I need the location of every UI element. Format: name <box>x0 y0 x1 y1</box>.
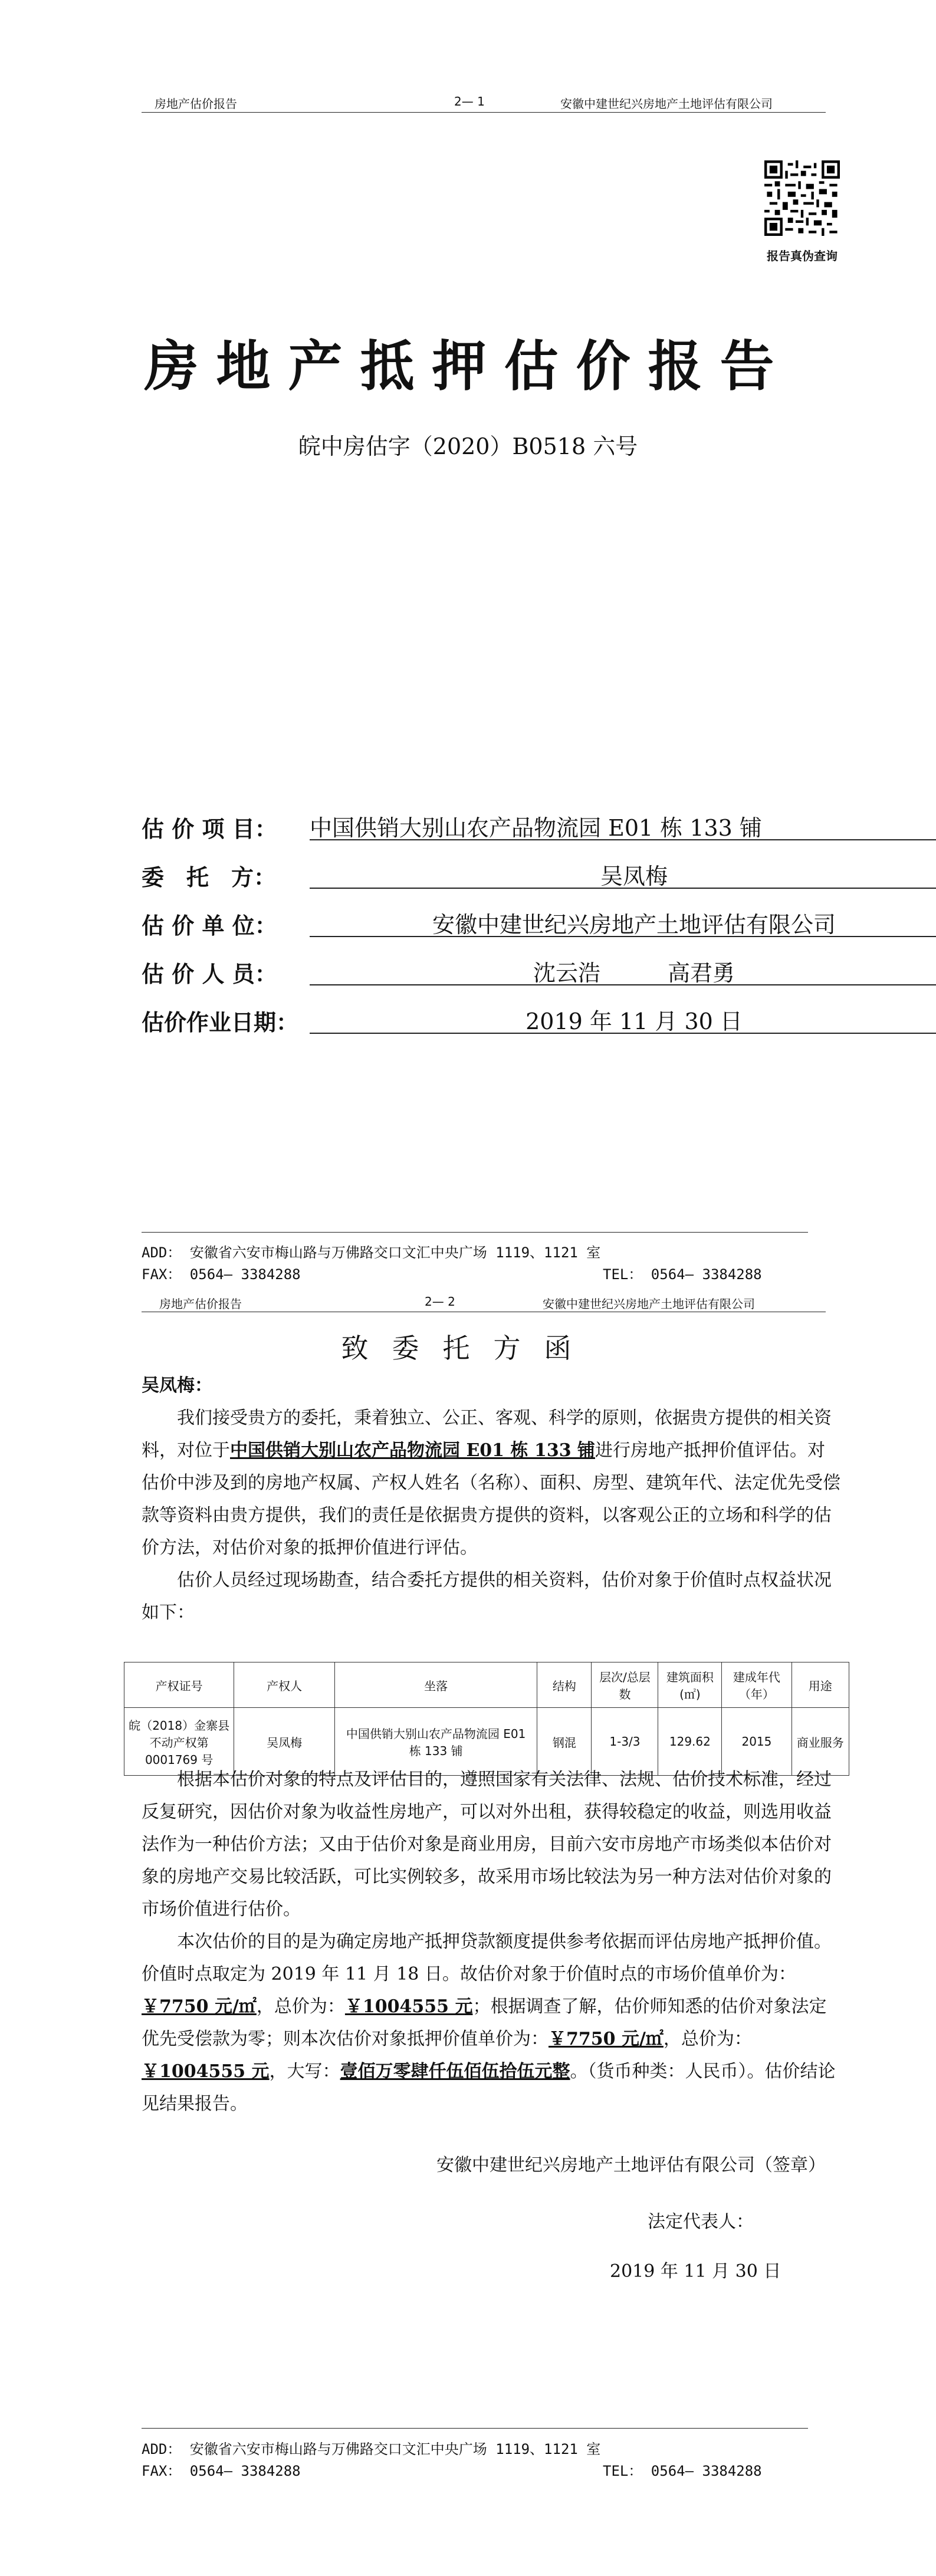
salutation: 吴凤梅： <box>142 1375 212 1396</box>
qr-caption: 报告真伪查询 <box>767 249 838 263</box>
table-cell: 吴凤梅 <box>234 1708 335 1776</box>
page2-footer-fax: FAX： 0564— 3384288 <box>142 2463 301 2479</box>
page1-header-page: 2— 1 <box>454 94 485 109</box>
page1-footer-fax: FAX： 0564— 3384288 <box>142 1266 301 1283</box>
paragraph-1-text-a: 我们接受贵方的委托，秉着独立、公正、客观、科学的原则，依据贵方提供的相关资料，对位于 <box>142 1408 832 1461</box>
table-cell: 129.62 <box>658 1708 722 1776</box>
table-cell: 商业服务 <box>792 1708 849 1776</box>
table-header-row <box>124 1662 849 1708</box>
table-header-cell: 建成年代（年） <box>722 1662 792 1708</box>
report-title: 房地产抵押估价报告 <box>144 334 792 398</box>
legal-representative: 法定代表人： <box>648 2212 754 2232</box>
field-appraisers-value: 沈云浩 高君勇 <box>310 955 936 985</box>
paragraph-1-text-b: 进行房地产抵押价值评估。对估价中涉及到的房地产权属、产权人姓名（名称）、面积、房型、建筑年代、法定优先受偿款等资料由贵方提供，我们的责任是依据贵方提供的资料，以客观公正的立场和科学的估价方法，对估价对象的抵押价值进行评估。 <box>142 1440 840 1558</box>
market-unit-price: ￥7750 元/㎡ <box>142 1996 257 2017</box>
page1-header-rule <box>142 112 826 113</box>
paragraph-3: 根据本估价对象的特点及评估目的，遵照国家有关法律、法规、估价技术标准，经过反复研究，因估价对象为收益性房地产，可以对外出租，获得较稳定的收益，则选用收益法作为一种估价方法；又由于估价对象是商业用房，目前六安市房地产市场类似本估价对象的房地产交易比较活跃，可比实例较多，故采用市场比较法为另一种方法对估价对象的市场价值进行估价。 <box>142 1769 832 1920</box>
page1-footer-address: ADD： 安徽省六安市梅山路与万佛路交口文汇中央广场 1119、1121 室 <box>142 1244 601 1261</box>
field-client-label: 委 托 方： <box>142 864 277 891</box>
market-total-price: ￥1004555 元 <box>344 1996 473 2017</box>
letter-body-top <box>142 1369 840 1629</box>
table-header-cell: 用途 <box>792 1662 849 1708</box>
table-header-cell: 层次/总层数 <box>592 1662 658 1708</box>
field-project-value: 中国供销大别山农产品物流园 E01 栋 133 铺 <box>310 810 936 840</box>
table-cell: 1-3/3 <box>592 1708 658 1776</box>
paragraph-4-text-b: ，总价为： <box>256 1996 345 2017</box>
table-cell: 皖（2018）金寨县不动产权第 0001769 号 <box>124 1708 234 1776</box>
paragraph-4-text-a: 本次估价的目的是为确定房地产抵押贷款额度提供参考依据而评估房地产抵押价值。价值时点取定为 2019 年 11 月 18 日。故估价对象于价值时点的市场价值单价为： <box>142 1931 832 1984</box>
page1-footer-rule <box>142 1232 808 1233</box>
field-date-label: 估价作业日期： <box>142 1009 299 1036</box>
letter-body-bottom <box>142 1763 840 2120</box>
page2-footer-address: ADD： 安徽省六安市梅山路与万佛路交口文汇中央广场 1119、1121 室 <box>142 2441 601 2457</box>
field-client-value: 吴凤梅 <box>310 858 936 889</box>
field-project-label: 估 价 项 目： <box>142 816 277 842</box>
letter-title: 致委托方函 <box>341 1332 595 1364</box>
paragraph-4-text-f: 。（货币种类：人民币）。估价结论见结果报告。 <box>142 2061 836 2114</box>
paragraph-2: 估价人员经过现场勘查，结合委托方提供的相关资料，估价对象于价值时点权益状况如下： <box>142 1570 832 1623</box>
paragraph-1 <box>142 1402 840 1564</box>
table-header-cell: 建筑面积(㎡) <box>658 1662 722 1708</box>
field-unit-label: 估 价 单 位： <box>142 912 277 939</box>
signature-company: 安徽中建世纪兴房地产土地评估有限公司（签章） <box>436 2155 826 2176</box>
table-cell: 2015 <box>722 1708 792 1776</box>
page1-header-right: 安徽中建世纪兴房地产土地评估有限公司 <box>560 97 773 111</box>
page2-footer-rule <box>142 2428 808 2429</box>
qr-code-icon <box>764 160 840 236</box>
signature-date: 2019 年 11 月 30 日 <box>610 2261 781 2282</box>
paragraph-4-text-c: ；根据调查了解，估价师知悉的估价对象法定优先受偿款为零；则本次估价对象抵押价值单价为： <box>142 1996 827 2049</box>
property-table <box>124 1662 849 1776</box>
mortgage-total-price: ￥1004555 元 <box>142 2061 270 2082</box>
page1-footer-tel: TEL： 0564— 3384288 <box>603 1266 762 1283</box>
table-header-cell: 产权证号 <box>124 1662 234 1708</box>
page2-footer-tel: TEL： 0564— 3384288 <box>603 2463 762 2479</box>
field-appraisers-label: 估 价 人 员： <box>142 961 277 987</box>
table-header-cell: 产权人 <box>234 1662 335 1708</box>
document-number: 皖中房估字（2020）B0518 六号 <box>298 433 638 459</box>
page1-header-left: 房地产估价报告 <box>155 97 237 111</box>
paragraph-4 <box>142 1926 840 2120</box>
property-name: 中国供销大别山农产品物流园 E01 栋 133 铺 <box>230 1440 596 1461</box>
table-header-cell: 坐落 <box>334 1662 537 1708</box>
mortgage-unit-price: ￥7750 元/㎡ <box>549 2029 664 2049</box>
table-header-cell: 结构 <box>537 1662 592 1708</box>
paragraph-4-text-e: ，大写： <box>269 2061 340 2082</box>
page2-header-page: 2— 2 <box>425 1294 455 1309</box>
field-date-value: 2019 年 11 月 30 日 <box>310 1003 936 1034</box>
page2-header-left: 房地产估价报告 <box>159 1297 242 1311</box>
amount-in-words: 壹佰万零肆仟伍佰伍拾伍元整 <box>340 2061 570 2082</box>
page2-header-right: 安徽中建世纪兴房地产土地评估有限公司 <box>543 1297 755 1311</box>
table-cell: 中国供销大别山农产品物流园 E01 栋 133 铺 <box>334 1708 537 1776</box>
paragraph-4-text-d: ，总价为： <box>663 2029 752 2049</box>
table-cell: 钢混 <box>537 1708 592 1776</box>
field-unit-value: 安徽中建世纪兴房地产土地评估有限公司 <box>310 906 936 937</box>
